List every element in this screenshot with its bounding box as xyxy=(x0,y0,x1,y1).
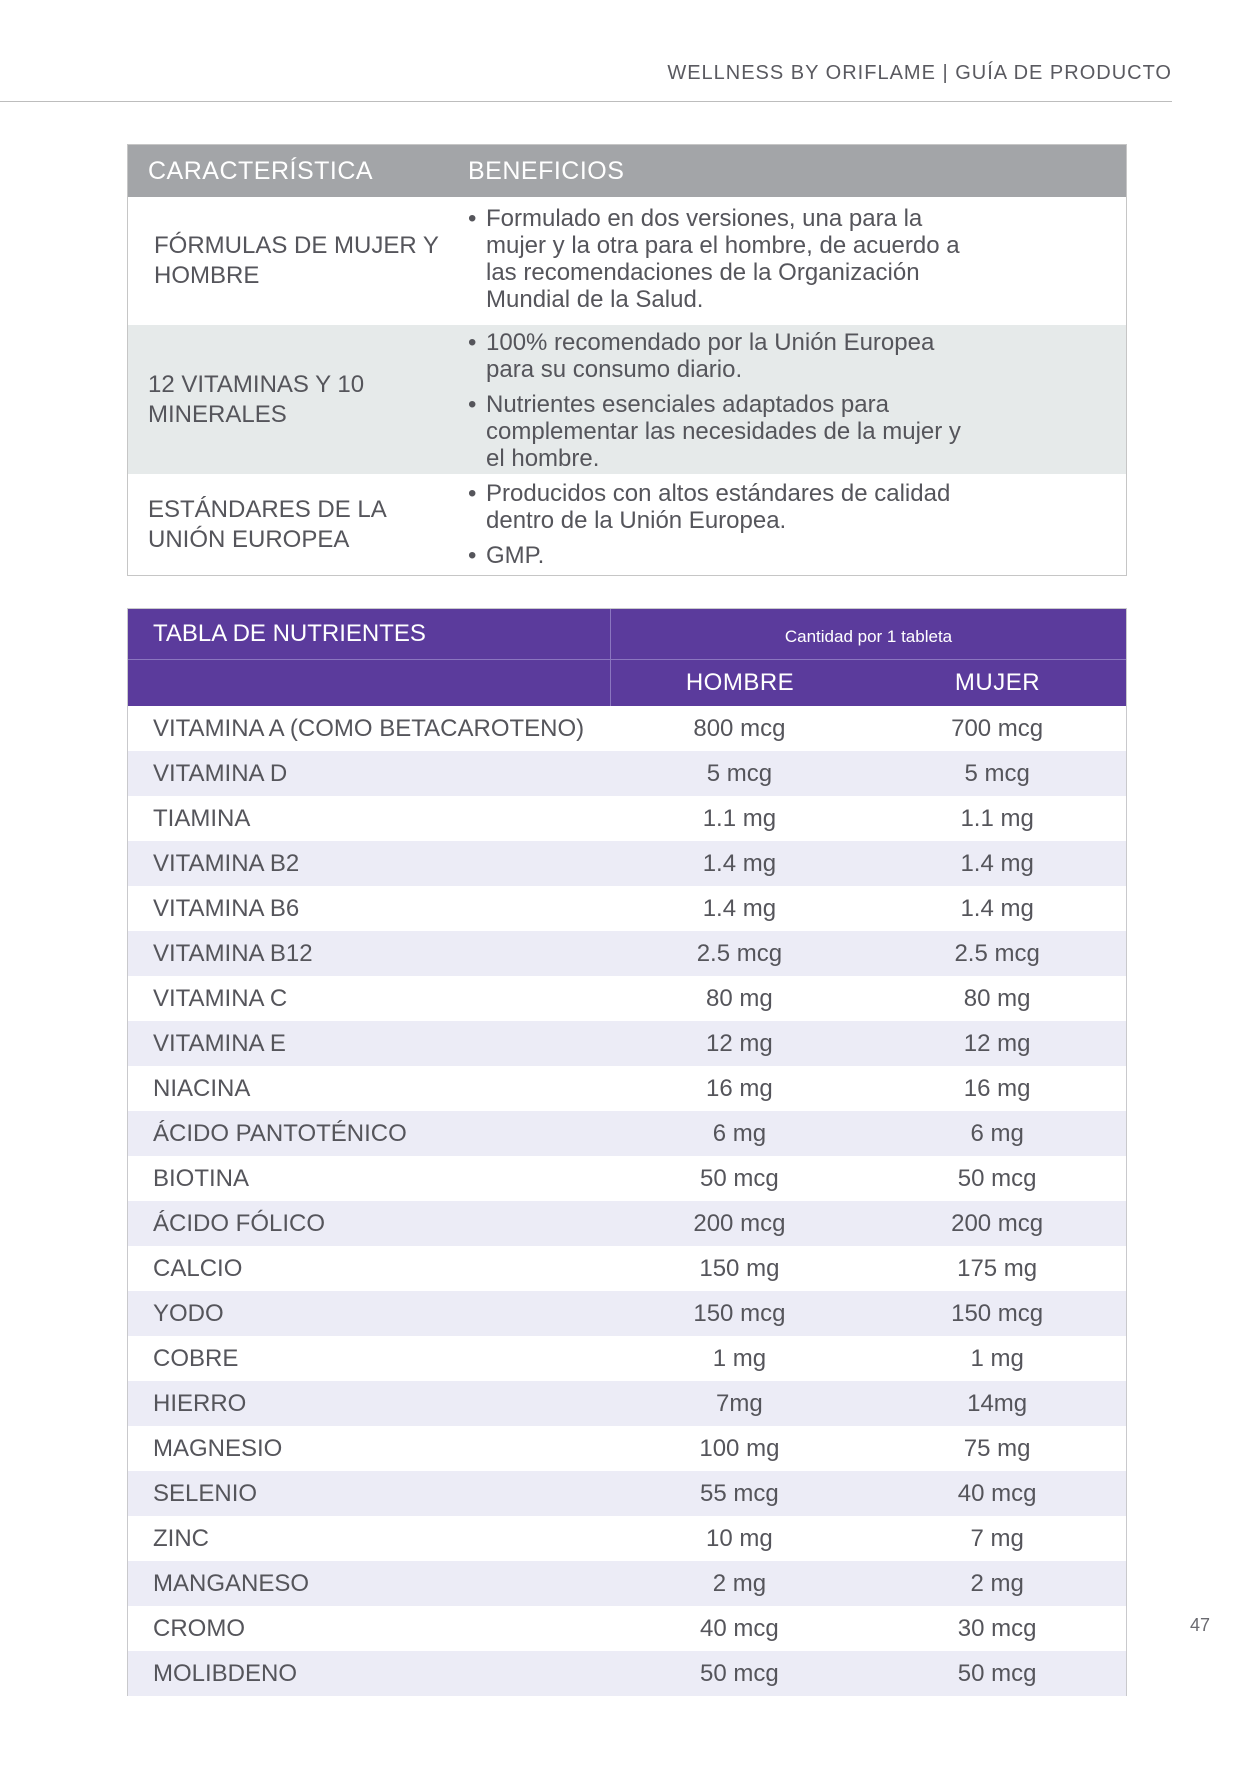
table-row xyxy=(128,1381,1126,1426)
table-row xyxy=(128,931,1126,976)
nutrient-name: VITAMINA B12 xyxy=(153,939,313,967)
value-men: 1.1 mg xyxy=(702,804,777,832)
nutrient-name: HIERRO xyxy=(153,1389,247,1417)
feature-benefits xyxy=(468,197,1126,325)
features-col-feature: CARACTERÍSTICA xyxy=(148,156,374,185)
value-women: 200 mcg xyxy=(951,1209,1044,1237)
features-table xyxy=(127,144,1127,576)
value-women: 80 mg xyxy=(963,984,1031,1012)
benefit-item: • Nutrientes esenciales adaptados para complementar las necesidades de la mujer y el hombre. xyxy=(468,391,986,472)
features-col-benefits: BENEFICIOS xyxy=(468,156,625,185)
nutrient-name: COBRE xyxy=(153,1344,239,1372)
nutrient-name: CROMO xyxy=(153,1614,245,1642)
value-women: 700 mcg xyxy=(951,714,1044,742)
feature-benefits xyxy=(468,474,1126,575)
nutrient-name: ÁCIDO PANTOTÉNICO xyxy=(153,1119,407,1147)
table-row xyxy=(128,796,1126,841)
feature-label: 12 VITAMINAS Y 10 MINERALES xyxy=(148,370,365,428)
nutrients-header xyxy=(128,609,1126,659)
value-women: 1.1 mg xyxy=(960,804,1034,832)
benefit-item: • 100% recomendado por la Unión Europea para su consumo diario. xyxy=(468,329,986,383)
col-women: MUJER xyxy=(954,669,1041,696)
nutrients-column-header xyxy=(128,659,1126,706)
table-row xyxy=(128,1021,1126,1066)
table-row xyxy=(128,751,1126,796)
features-row xyxy=(128,474,1126,575)
value-men: 100 mg xyxy=(699,1434,780,1462)
feature-label: ESTÁNDARES DE LA UNIÓN EUROPEA xyxy=(148,495,386,553)
value-men: 6 mg xyxy=(712,1119,767,1147)
table-row xyxy=(128,1471,1126,1516)
value-women: 6 mg xyxy=(970,1119,1024,1147)
table-row xyxy=(128,976,1126,1021)
value-women: 50 mcg xyxy=(957,1164,1037,1192)
col-men: HOMBRE xyxy=(685,669,795,696)
nutrients-subtitle: Cantidad por 1 tableta xyxy=(784,627,953,646)
value-men: 150 mg xyxy=(699,1254,780,1282)
table-row xyxy=(128,1426,1126,1471)
feature-benefits xyxy=(468,325,1126,474)
benefit-item: • Formulado en dos versiones, una para la mujer y la otra para el hombre, de acuerdo a las recomendaciones de la Organización Mundial de la Salud. xyxy=(468,205,976,313)
value-men: 2 mg xyxy=(712,1569,767,1597)
value-women: 40 mcg xyxy=(957,1479,1037,1507)
value-women: 16 mg xyxy=(963,1074,1031,1102)
nutrient-name: VITAMINA A (COMO BETACAROTENO) xyxy=(153,714,585,742)
nutrient-name: MAGNESIO xyxy=(153,1434,283,1462)
value-men: 1.4 mg xyxy=(702,849,777,877)
value-women: 12 mg xyxy=(963,1029,1031,1057)
nutrient-name: VITAMINA C xyxy=(153,984,288,1012)
table-row xyxy=(128,1606,1126,1651)
page-number: 47 xyxy=(1190,1615,1211,1635)
nutrient-name: SELENIO xyxy=(153,1479,258,1507)
header-divider xyxy=(0,101,1172,102)
value-men: 40 mcg xyxy=(700,1614,779,1642)
feature-label: FÓRMULAS DE MUJER Y HOMBRE xyxy=(154,232,439,289)
value-women: 175 mg xyxy=(957,1254,1038,1282)
nutrients-table xyxy=(127,608,1127,1696)
nutrients-body xyxy=(128,706,1126,1696)
features-row xyxy=(128,325,1126,474)
nutrient-name: BIOTINA xyxy=(153,1164,250,1192)
value-women: 7 mg xyxy=(970,1524,1024,1552)
value-men: 1.4 mg xyxy=(702,894,777,922)
value-men: 55 mcg xyxy=(700,1479,779,1507)
nutrients-title: TABLA DE NUTRIENTES xyxy=(128,609,611,659)
nutrient-name: ZINC xyxy=(153,1524,209,1552)
nutrient-name: MOLIBDENO xyxy=(153,1659,298,1687)
table-row xyxy=(128,706,1126,751)
nutrient-name: VITAMINA E xyxy=(153,1029,286,1057)
nutrient-name: ÁCIDO FÓLICO xyxy=(153,1209,326,1237)
table-row xyxy=(128,1246,1126,1291)
table-row xyxy=(128,1111,1126,1156)
value-women: 150 mcg xyxy=(951,1299,1044,1327)
nutrient-name: VITAMINA B2 xyxy=(153,849,300,877)
value-men: 80 mg xyxy=(706,984,773,1012)
benefit-item: • Producidos con altos estándares de calidad dentro de la Unión Europea. xyxy=(468,480,976,534)
nutrient-name: VITAMINA B6 xyxy=(153,894,300,922)
value-women: 75 mg xyxy=(963,1434,1031,1462)
value-men: 10 mg xyxy=(706,1524,773,1552)
value-men: 800 mcg xyxy=(693,714,786,742)
nutrient-name: VITAMINA D xyxy=(153,759,288,787)
features-row xyxy=(128,197,1126,325)
value-men: 16 mg xyxy=(706,1074,773,1102)
nutrient-name: MANGANESO xyxy=(153,1569,310,1597)
table-row xyxy=(128,1561,1126,1606)
table-row xyxy=(128,1291,1126,1336)
nutrient-name: CALCIO xyxy=(153,1254,243,1282)
table-row xyxy=(128,1651,1126,1696)
table-row xyxy=(128,886,1126,931)
value-men: 2.5 mcg xyxy=(696,939,783,967)
value-women: 5 mcg xyxy=(964,759,1030,787)
value-men: 5 mcg xyxy=(706,759,773,787)
value-women: 30 mcg xyxy=(957,1614,1037,1642)
value-women: 2.5 mcg xyxy=(954,939,1040,967)
table-row xyxy=(128,1336,1126,1381)
nutrient-name: YODO xyxy=(153,1299,224,1327)
value-men: 50 mcg xyxy=(700,1164,779,1192)
nutrients-empty-header xyxy=(128,660,611,706)
table-row xyxy=(128,841,1126,886)
benefit-item: • GMP. xyxy=(468,542,976,569)
page-header: WELLNESS BY ORIFLAME | GUÍA DE PRODUCTO xyxy=(667,62,1172,84)
value-women: 1 mg xyxy=(970,1344,1024,1372)
value-men: 150 mcg xyxy=(693,1299,786,1327)
nutrient-name: NIACINA xyxy=(153,1074,251,1102)
value-men: 1 mg xyxy=(712,1344,767,1372)
value-women: 14mg xyxy=(967,1389,1028,1417)
nutrient-name: TIAMINA xyxy=(153,804,251,832)
value-men: 50 mcg xyxy=(700,1659,779,1687)
table-row xyxy=(128,1156,1126,1201)
value-women: 50 mcg xyxy=(957,1659,1037,1687)
table-row xyxy=(128,1516,1126,1561)
value-men: 200 mcg xyxy=(693,1209,786,1237)
value-women: 1.4 mg xyxy=(960,894,1034,922)
table-row xyxy=(128,1201,1126,1246)
table-row xyxy=(128,1066,1126,1111)
value-women: 2 mg xyxy=(970,1569,1024,1597)
value-men: 7mg xyxy=(716,1389,763,1417)
value-women: 1.4 mg xyxy=(960,849,1034,877)
value-men: 12 mg xyxy=(706,1029,773,1057)
features-header xyxy=(128,145,1126,197)
